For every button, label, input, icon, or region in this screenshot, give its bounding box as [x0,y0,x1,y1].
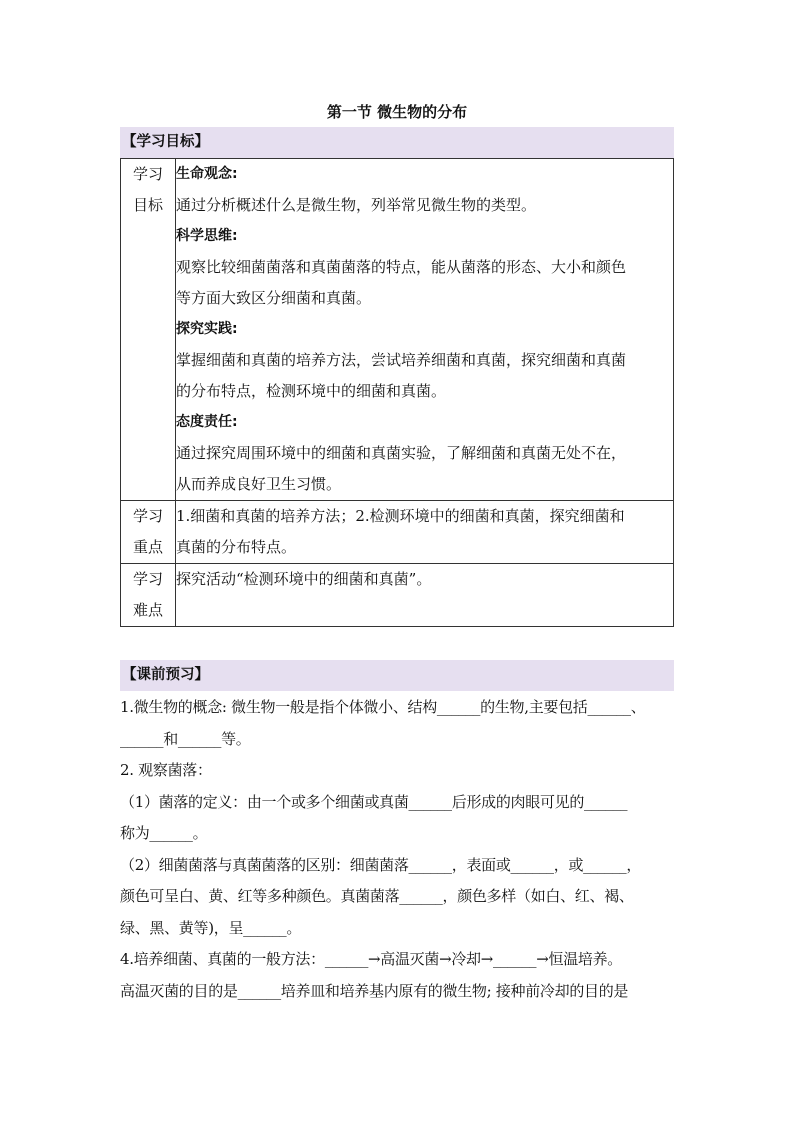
question-line: （1）菌落的定义：由一个或多个细菌或真菌______后形成的肉眼可见的______ [120,792,628,811]
goal-heading: 科学思维: [176,228,238,244]
row-label-key-points: 学习 重点 [121,501,176,564]
goal-heading: 态度责任: [176,414,238,430]
goal-heading: 探究实践: [176,321,238,337]
section-heading-preview: 【课前预习】 [120,660,674,691]
table-row-difficulties [121,564,674,627]
goal-text: 观察比较细菌菌落和真菌菌落的特点，能从菌落的形态、大小和颜色 [176,258,627,276]
goal-text: 通过探究周围环境中的细菌和真菌实验，了解细菌和真菌无处不在， [176,444,627,462]
question-line: 高温灭菌的目的是______培养皿和培养基内原有的微生物; 接种前冷却的目的是 [120,981,629,1000]
section-heading-objectives: 【学习目标】 [120,127,674,158]
goal-text: 从而养成良好卫生习惯。 [176,475,342,493]
difficulties-content: 探究活动“检测环境中的细菌和真菌”。 [176,564,674,627]
goals-content [176,159,674,501]
question-line: 颜色可呈白、黄、红等多种颜色。真菌菌落______，颜色多样（如白、红、褐、 [120,887,634,905]
goal-text: 掌握细菌和真菌的培养方法，尝试培养细菌和真菌，探究细菌和真菌 [176,351,627,369]
row-label-goals: 学习 目标 [121,159,176,501]
question-line: 绿、黑、黄等)，呈______。 [120,918,302,937]
question-line: （2）细菌菌落与真菌菌落的区别：细菌菌落______，表面或______，或______， [120,855,642,874]
row-label-difficulties: 学习 难点 [121,564,176,627]
goal-heading: 生命观念: [176,166,238,182]
preview-questions [120,692,684,1007]
question-line: 4.培养细菌、真菌的一般方法：______→高温灭菌→冷却→______→恒温培养。 [120,950,622,968]
goal-text: 通过分析概述什么是微生物，列举常见微生物的类型。 [176,196,537,214]
table-row-goals [121,159,674,501]
goal-text: 等方面大致区分细菌和真菌。 [176,289,372,307]
objectives-table [120,158,674,627]
question-line: 2. 观察菌落： [120,761,212,779]
question-line: 1.微生物的概念: 微生物一般是指个体微小、结构______的生物,主要包括______、 [120,698,646,716]
key-points-content: 1.细菌和真菌的培养方法；2.检测环境中的细菌和真菌，探究细菌和 真菌的分布特点。 [176,501,674,564]
question-line: ______和______等。 [120,729,251,748]
table-row-key-points [121,501,674,564]
page-title: 第一节 微生物的分布 [326,103,468,121]
goal-text: 的分布特点，检测环境中的细菌和真菌。 [176,382,447,400]
question-line: 称为______。 [120,824,208,842]
